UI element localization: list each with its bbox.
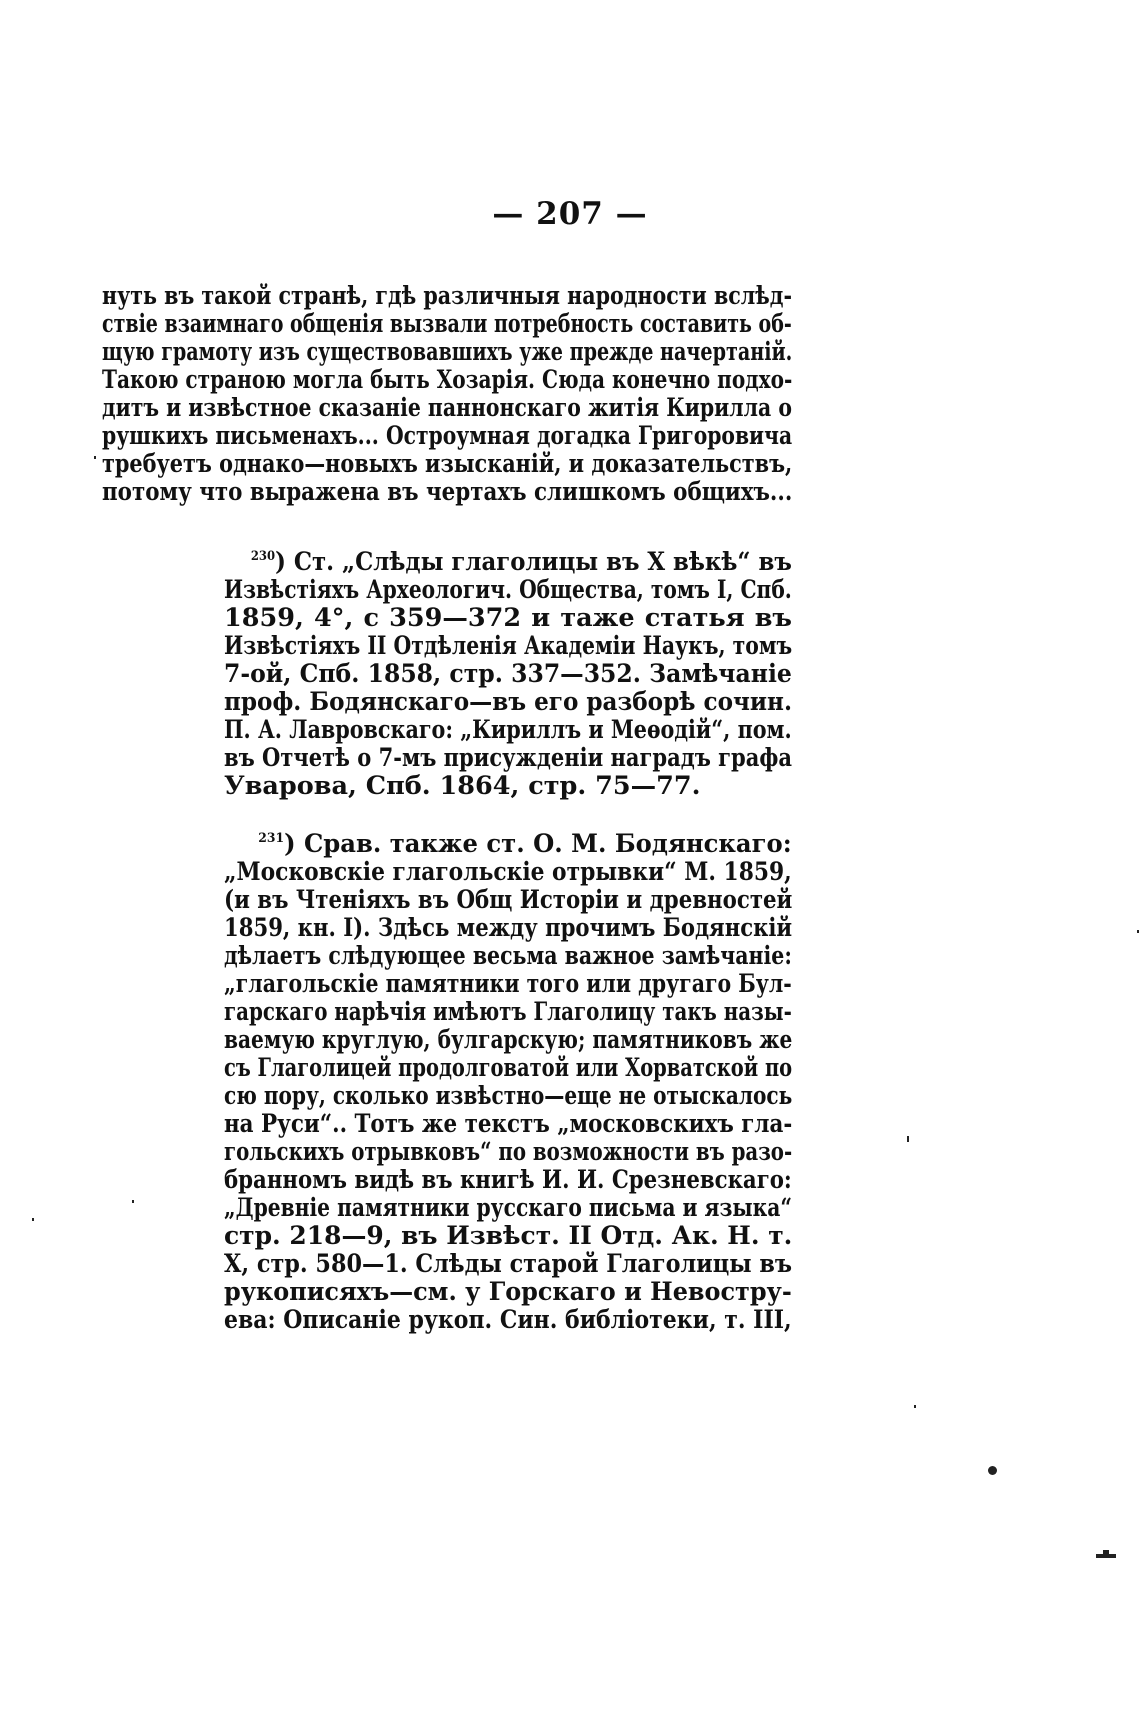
footnote-first-line bbox=[224, 829, 792, 859]
text-line: ствіе взаимнаго общенія вызвали потребность составить об- bbox=[102, 309, 792, 338]
footnote-line: Уварова, Спб. 1864, стр. 75—77. bbox=[224, 771, 701, 801]
scan-speck bbox=[988, 1466, 997, 1475]
footnote-line: въ Отчетѣ о 7-мъ присужденіи наградъ графа bbox=[224, 743, 792, 773]
footnote-first-text: ) Срав. также ст. О. М. Бодянскаго: bbox=[284, 829, 792, 859]
footnote-line: 1859, 4°, с 359—372 и таже статья въ bbox=[224, 603, 792, 633]
footnote-line: рукописяхъ—см. у Горскаго и Невостру- bbox=[224, 1277, 792, 1307]
footnote-231 bbox=[224, 830, 792, 1334]
text-line: дитъ и извѣстное сказаніе паннонскаго житія Кирилла о bbox=[102, 393, 792, 422]
footnote-230 bbox=[224, 548, 792, 800]
text-line: рушкихъ письменахъ... Остроумная догадка Григоровича bbox=[102, 421, 793, 450]
scan-speck bbox=[1103, 1550, 1109, 1554]
footnote-line: (и въ Чтеніяхъ въ Общ Исторіи и древностей bbox=[224, 885, 793, 915]
footnote-line: „Древніе памятники русскаго письма и языка“ bbox=[224, 1193, 793, 1223]
footnote-line: гольскихъ отрывковъ“ по возможности въ разо- bbox=[224, 1137, 793, 1167]
page-number: — 207 — bbox=[492, 196, 648, 232]
scan-speck bbox=[32, 1218, 34, 1221]
footnote-line: стр. 218—9, въ Извѣст. II Отд. Ак. Н. т. bbox=[224, 1221, 793, 1251]
footnote-first-line bbox=[224, 547, 792, 577]
footnote-line: сю пору, сколько извѣстно—еще не отыскалось bbox=[224, 1081, 793, 1111]
footnote-line: Извѣстіяхъ II Отдѣленія Академіи Наукъ, томъ bbox=[224, 631, 793, 661]
footnote-line: „Московскіе глагольскіе отрывки“ М. 1859, bbox=[224, 857, 792, 887]
footnote-marker: 231 bbox=[258, 831, 285, 846]
footnote-line: ваемую круглую, булгарскую; памятниковъ же bbox=[224, 1025, 793, 1055]
footnote-marker: 230 bbox=[250, 549, 276, 564]
text-line: потому что выражена въ чертахъ слишкомъ общихъ... bbox=[102, 477, 793, 506]
footnote-first-text: ) Ст. „Слѣды глаголицы въ X вѣкѣ“ въ bbox=[275, 547, 792, 577]
footnote-line: бранномъ видѣ въ книгѣ И. И. Срезневскаго: bbox=[224, 1165, 792, 1195]
footnote-line: проф. Бодянскаго—въ его разборѣ сочин. bbox=[224, 687, 792, 717]
footnote-line: 7-ой, Спб. 1858, стр. 337—352. Замѣчаніе bbox=[224, 659, 792, 689]
footnote-line: X, стр. 580—1. Слѣды старой Глаголицы въ bbox=[224, 1249, 792, 1279]
text-line: Такою страною могла быть Хозарія. Сюда конечно подхо- bbox=[102, 365, 793, 394]
footnote-line: гарскаго нарѣчія имѣютъ Глаголицу такъ назы- bbox=[224, 997, 792, 1027]
scan-speck bbox=[94, 456, 96, 459]
scan-speck bbox=[914, 1405, 916, 1408]
footnote-line: дѣлаетъ слѣдующее весьма важное замѣчаніе: bbox=[224, 941, 792, 971]
footnote-line: ева: Описаніе рукоп. Син. библіотеки, т. III, bbox=[224, 1305, 792, 1335]
body-text bbox=[102, 282, 792, 506]
footnote-line: Извѣстіяхъ Археологич. Общества, томъ I, Спб. bbox=[224, 575, 792, 605]
scan-speck bbox=[1137, 930, 1139, 933]
scan-speck bbox=[907, 1136, 909, 1142]
text-line: щую грамоту изъ существовавшихъ уже прежде начертаній. bbox=[102, 337, 793, 366]
text-line: нуть въ такой странѣ, гдѣ различныя народности вслѣд- bbox=[102, 281, 793, 310]
footnote-line: на Руси“.. Тотъ же текстъ „московскихъ гла- bbox=[224, 1109, 793, 1139]
scan-speck bbox=[132, 1200, 134, 1203]
text-line: требуетъ однако—новыхъ изысканій, и доказательствъ, bbox=[102, 449, 793, 478]
footnote-line: съ Глаголицей продолговатой или Хорватской по bbox=[224, 1053, 793, 1083]
scan-speck bbox=[1096, 1554, 1116, 1558]
footnote-line: П. А. Лавровскаго: „Кириллъ и Меѳодій“, пом. bbox=[224, 715, 792, 745]
footnote-line: 1859, кн. I). Здѣсь между прочимъ Бодянскій bbox=[224, 913, 793, 943]
footnote-line: „глагольскіе памятники того или другаго Бул- bbox=[224, 969, 792, 999]
